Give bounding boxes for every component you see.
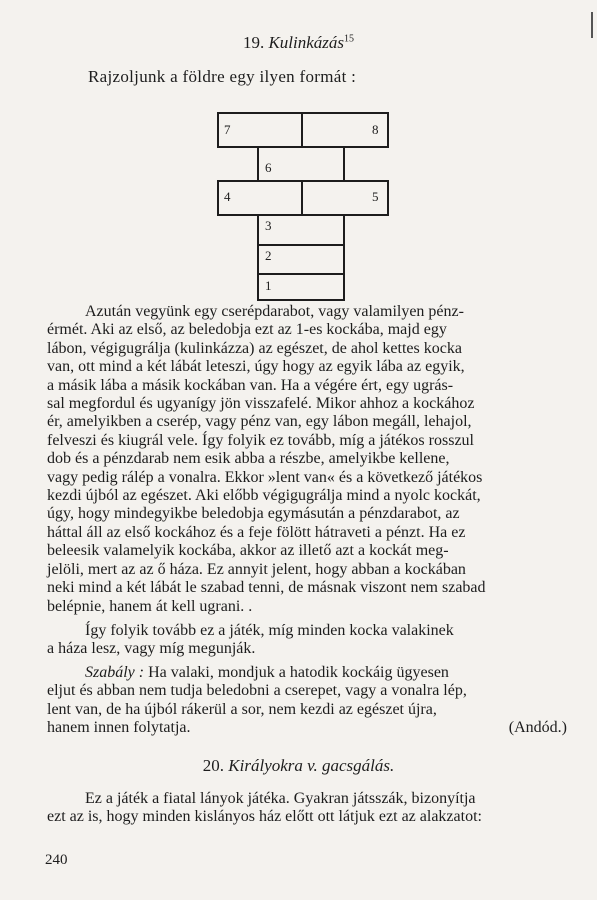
paragraph-4 xyxy=(47,790,567,827)
rule-first-text: Ha valaki, mondjuk a hatodik kockáig ügyesen xyxy=(144,664,449,681)
section-20-heading xyxy=(0,756,597,776)
source-note: (Andód.) xyxy=(508,719,567,737)
p1-line: van, ott mind a két lábát leteszi, úgy hogy az egyik lába az egyik, xyxy=(47,358,465,376)
footnote-marker: 15 xyxy=(344,33,355,45)
section-19-title: Kulinkázás xyxy=(268,33,345,52)
section-20-title: Királyokra v. gacsgálás. xyxy=(228,756,395,775)
p4-line: Ez a játék a fiatal lányok játéka. Gyakran játsszák, bizonyítja xyxy=(85,790,476,807)
label-3: 3 xyxy=(265,218,272,233)
rule-last-line xyxy=(47,719,567,737)
p1-line: dob és a pénzdarab nem esik abba a részbe, amelyikbe kellene, xyxy=(47,450,450,468)
p1-line: belépnie, hanem át kell ugrani. . xyxy=(47,597,253,615)
label-7: 7 xyxy=(224,122,231,137)
p1-line: sal megfordul és ugyanígy jön visszafelé. Mikor ahhoz a kockához xyxy=(47,395,475,413)
label-4: 4 xyxy=(224,189,231,204)
p1-line: érmét. Aki az első, az beledobja ezt az 1-es kockába, majd egy xyxy=(47,321,447,339)
p1-line: felveszi és kiugrál vele. Így folyik ez tovább, míg a játékos rosszul xyxy=(47,431,474,449)
square-7 xyxy=(218,113,302,147)
paragraph-rule xyxy=(47,664,567,738)
intro-text: Rajzoljunk a földre egy ilyen formát : xyxy=(88,67,357,86)
p1-line: a másik lába a másik kockában van. Ha a végére ért, egy ugrás- xyxy=(47,376,454,394)
section-20-number: 20. xyxy=(202,756,225,775)
label-5: 5 xyxy=(372,189,379,204)
rule-last-text: hanem innen folytatja. xyxy=(47,719,191,737)
label-6: 6 xyxy=(265,160,272,175)
p1-line: Azután vegyünk egy cserépdarabot, vagy valamilyen pénz- xyxy=(85,303,464,320)
p1-line: úgy, hogy mindegyikbe beledobja egymásután a pénzdarabot, az xyxy=(47,505,460,523)
p2-line: Így folyik tovább ez a játék, míg minden kocka valakinek xyxy=(85,622,454,639)
rule-first-line xyxy=(47,664,567,682)
p1-line: neki mind a két lábát le szabad tenni, de másnak viszont nem szabad xyxy=(47,579,486,597)
rule-label: Szabály : xyxy=(85,664,145,681)
p1-line: beleesik valamelyik kockába, akkor az illető azt a kockát meg- xyxy=(47,542,449,560)
square-4 xyxy=(218,181,302,215)
p1-line: jelöli, mert az az ő háza. Ez annyit jelent, hogy abban a kockában xyxy=(47,560,466,578)
label-2: 2 xyxy=(265,248,272,263)
section-19-number: 19. xyxy=(242,33,265,52)
rule-line: eljut és abban nem tudja beledobni a cserepet, vagy a vonalra lép, xyxy=(47,682,467,700)
rule-line: lent van, de ha újból rákerül a sor, nem kezdi az egészet újra, xyxy=(47,700,437,718)
p1-line: háttal áll az első kockához és a feje fölött hátraveti a pénzt. Ha ez xyxy=(47,523,466,541)
p4-line: ezt az is, hogy minden kislányos ház előtt ott látjuk ezt az alakzatot: xyxy=(47,808,482,826)
p1-line: vagy pedig rálép a vonalra. Ekkor »lent van« és a következő játékos xyxy=(47,468,483,486)
p1-line: lábon, végigugrálja (kulinkázza) az egészet, de ahol kettes kocka xyxy=(47,339,462,357)
label-8: 8 xyxy=(372,122,379,137)
paragraph-2 xyxy=(47,622,567,659)
p1-line: kezdi újból az egészet. Aki előbb végigugrálja mind a nyolc kockát, xyxy=(47,487,481,505)
paragraph-1 xyxy=(47,303,567,616)
page-number: 240 xyxy=(45,852,68,868)
p1-line: ér, amelyikben a cserép, vagy pénz van, egy lábon megáll, lehajol, xyxy=(47,413,472,431)
label-1: 1 xyxy=(265,278,272,293)
hopscotch-diagram xyxy=(0,0,597,310)
p2-line: a háza lesz, vagy míg megunják. xyxy=(47,640,256,658)
